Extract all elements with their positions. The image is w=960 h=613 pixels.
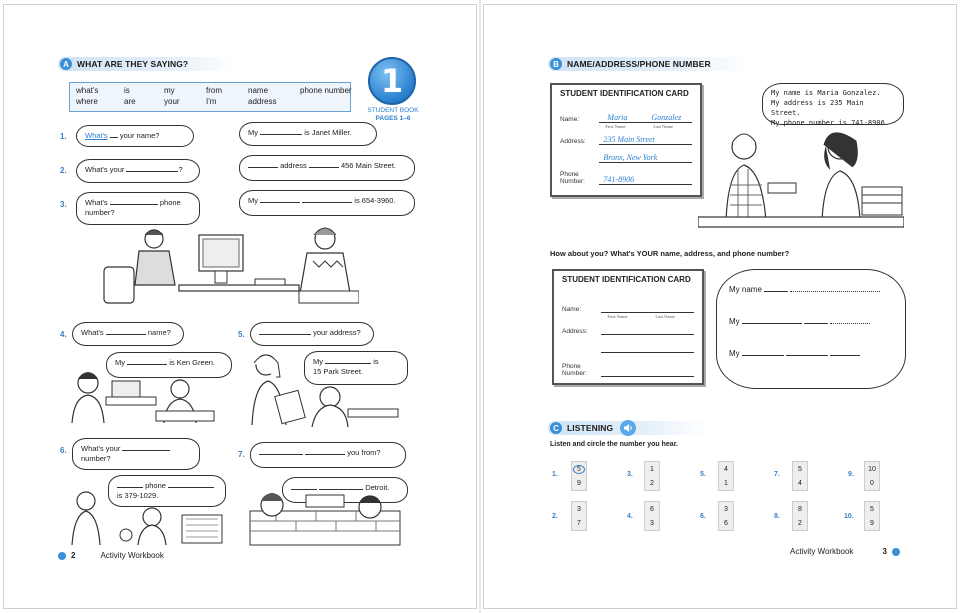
speech-line: My phone number is 741-8906.	[771, 119, 890, 127]
page-dot-icon	[892, 548, 900, 556]
bubble-row	[729, 284, 893, 316]
listening-item-number: 4.	[627, 513, 633, 520]
bubble-text: My	[729, 317, 740, 326]
listening-choice-box	[571, 501, 587, 531]
answer-blank[interactable]	[830, 316, 870, 324]
bubble-text: Detroit.	[365, 483, 390, 492]
listening-choice-box	[644, 501, 660, 531]
id-card-title: STUDENT IDENTIFICATION CARD	[562, 275, 691, 284]
id-name-row	[562, 289, 694, 319]
address-line	[599, 135, 692, 145]
blank-id-card	[552, 269, 704, 385]
name-line	[599, 113, 692, 129]
word: from	[206, 86, 222, 95]
page-gutter	[479, 0, 481, 613]
listening-item-number: 1.	[552, 471, 558, 478]
section-title: NAME/ADDRESS/PHONE NUMBER	[567, 59, 711, 69]
speech-line: My address is 235 Main Street.	[771, 99, 864, 117]
section-title: LISTENING	[567, 423, 614, 433]
id-name-row	[560, 103, 692, 129]
address-input-line-2[interactable]	[601, 343, 694, 353]
speech-bubble	[76, 125, 194, 147]
speech-bubble	[72, 438, 200, 470]
listening-choice-box	[864, 461, 880, 491]
bubble-text: address	[280, 161, 307, 170]
unit-label-line1: STUDENT BOOK	[367, 107, 419, 114]
unit-number: 1	[380, 62, 404, 100]
listening-choice-box	[792, 461, 808, 491]
office-scene-illustration	[99, 227, 359, 307]
listening-choice-box	[792, 501, 808, 531]
answer-blank[interactable]	[742, 316, 802, 324]
footer-title: Activity Workbook	[100, 551, 164, 560]
first-name-caption: First Name	[605, 124, 626, 129]
unit-badge	[368, 57, 416, 105]
listening-instruction: Listen and circle the number you hear.	[550, 441, 678, 448]
listening-item-number: 7.	[774, 471, 780, 478]
name-label: Name:	[562, 306, 582, 313]
phone-label: Phone Number:	[562, 363, 587, 377]
address-value-2: Bronx, New York	[603, 153, 658, 162]
bubble-text: My	[248, 196, 258, 205]
bubble-text: What's your	[81, 444, 121, 453]
choice-option[interactable]: 2	[798, 519, 802, 527]
answer-blank[interactable]	[742, 348, 784, 356]
speech-bubble	[239, 155, 415, 181]
word: I'm	[206, 97, 217, 106]
listening-choice-box	[571, 461, 587, 491]
address-label: Address:	[560, 138, 586, 145]
bubble-text: number?	[81, 454, 111, 463]
choice-option[interactable]: 3	[724, 505, 728, 513]
section-letter: B	[550, 58, 562, 70]
right-page	[483, 4, 957, 609]
item-number: 4.	[60, 330, 67, 339]
answer-blank[interactable]	[319, 482, 363, 490]
right-footer	[790, 547, 900, 556]
phone-input-line[interactable]	[601, 367, 694, 377]
bubble-text: is 379-1029.	[117, 491, 159, 500]
word: your	[164, 97, 180, 106]
answer-blank[interactable]	[260, 127, 302, 135]
bubble-text: is	[373, 357, 379, 366]
word: where	[76, 97, 98, 106]
answer-blank[interactable]	[168, 480, 214, 488]
page-number: 3	[882, 547, 887, 556]
computer-lab-illustration	[68, 367, 218, 425]
bubble-text: ?	[178, 165, 183, 174]
address-line-2	[599, 153, 692, 163]
word-box	[69, 82, 351, 112]
section-letter: A	[60, 58, 72, 70]
soccer-scene-illustration	[68, 491, 228, 547]
item-number: 5.	[238, 330, 245, 339]
bubble-text: What's	[81, 328, 104, 337]
choice-option[interactable]: 4	[724, 465, 728, 473]
bubble-text: 15 Park Street.	[313, 367, 364, 376]
answer-blank[interactable]	[122, 443, 170, 451]
choice-option[interactable]: 2	[650, 479, 654, 487]
choice-option[interactable]: 10	[868, 465, 876, 473]
word: name	[248, 86, 269, 95]
bubble-text: number?	[85, 208, 115, 217]
answer-blank[interactable]	[127, 357, 167, 365]
id-phone-row	[560, 163, 692, 185]
bubble-text: your name?	[119, 131, 160, 140]
bubble-text: you from?	[347, 448, 381, 457]
listening-item-number: 2.	[552, 513, 558, 520]
brick-wall-scene-illustration	[246, 491, 408, 547]
answer-blank[interactable]	[830, 348, 860, 356]
bubble-text: phone	[159, 198, 181, 207]
choice-option[interactable]: 8	[798, 505, 802, 513]
bubble-text: your address?	[313, 328, 361, 337]
choice-option[interactable]: 5	[798, 465, 802, 473]
id-address-row	[560, 125, 692, 145]
left-page	[3, 4, 477, 609]
answer-blank[interactable]	[259, 327, 311, 335]
answer-blank[interactable]	[259, 447, 303, 455]
listening-item-number: 5.	[700, 471, 706, 478]
bubble-text: 456 Main Street.	[340, 161, 396, 170]
choice-option[interactable]: 6	[724, 519, 728, 527]
bubble-text: is Janet Miller.	[304, 128, 352, 137]
choice-option[interactable]: 1	[724, 479, 728, 487]
answer-blank[interactable]	[110, 130, 118, 138]
speech-bubble	[76, 159, 200, 183]
id-address-row	[562, 313, 694, 335]
bubble-row	[729, 316, 893, 348]
id-address-row-2	[562, 335, 694, 353]
choice-option[interactable]: 6	[650, 505, 654, 513]
choice-option[interactable]: 9	[577, 480, 581, 487]
last-name-value: Gonzalez	[651, 113, 682, 122]
section-b-header	[548, 57, 748, 71]
answer-blank[interactable]	[764, 284, 788, 292]
choice-option[interactable]: 0	[870, 479, 874, 487]
answer-blank[interactable]	[110, 197, 158, 205]
speech-bubble	[72, 322, 184, 346]
phone-line	[599, 175, 692, 185]
choice-option[interactable]: 1	[650, 465, 654, 473]
speech-bubble	[239, 122, 377, 146]
id-phone-row	[562, 353, 694, 377]
answer-blank[interactable]	[305, 447, 345, 455]
speech-bubble	[76, 192, 200, 225]
answer-blank[interactable]	[786, 348, 828, 356]
answer-blank[interactable]	[804, 316, 828, 324]
example-id-card	[550, 83, 702, 197]
address-input-line[interactable]	[601, 325, 694, 335]
answer-blank[interactable]	[117, 480, 143, 488]
choice-option[interactable]: 3	[650, 519, 654, 527]
audio-speaker-icon[interactable]	[620, 420, 636, 436]
listening-item-number: 6.	[700, 513, 706, 520]
page-dot-icon	[58, 552, 66, 560]
listening-item-number: 3.	[627, 471, 633, 478]
bubble-text: My name	[729, 285, 762, 294]
footer-title: Activity Workbook	[790, 547, 854, 556]
answer-blank[interactable]	[309, 160, 339, 168]
id-address-row-2	[560, 145, 692, 163]
bubble-text: What's	[85, 198, 108, 207]
choice-option[interactable]: 4	[798, 479, 802, 487]
speech-bubble	[250, 322, 374, 346]
listening-choice-box	[644, 461, 660, 491]
phone-label: Phone Number:	[560, 171, 585, 185]
phone-value: 741-8906	[603, 175, 635, 184]
last-name-caption: Last Name	[653, 124, 674, 129]
item-number: 2.	[60, 166, 67, 175]
answer-blank[interactable]	[790, 284, 880, 292]
section-title: WHAT ARE THEY SAYING?	[77, 59, 189, 69]
bubble-text: My	[313, 357, 323, 366]
word: address	[248, 97, 277, 106]
bubble-text: My	[248, 128, 258, 137]
personal-question: How about you? What's YOUR name, address, and phone number?	[550, 249, 790, 258]
word: phone number	[300, 86, 352, 95]
word: are	[124, 97, 136, 106]
item-number: 6.	[60, 446, 67, 455]
your-speech-bubble	[716, 269, 906, 389]
page-number: 2	[71, 551, 76, 560]
item-number: 1.	[60, 132, 67, 141]
speech-bubble	[239, 190, 415, 216]
circled-choice[interactable]: 5	[573, 465, 585, 474]
answer-blank[interactable]	[106, 327, 146, 335]
item-number: 7.	[238, 450, 245, 459]
word: is	[124, 86, 130, 95]
answer-blank[interactable]	[260, 195, 300, 203]
id-card-title: STUDENT IDENTIFICATION CARD	[560, 89, 689, 98]
listening-item-number: 9.	[848, 471, 854, 478]
answer-text: What's	[85, 131, 108, 140]
answer-blank[interactable]	[248, 160, 278, 168]
left-footer	[58, 551, 164, 560]
clipboard-scene-illustration	[248, 353, 408, 427]
section-a-header	[58, 57, 238, 71]
listening-item-number: 8.	[774, 513, 780, 520]
listening-choice-box	[718, 461, 734, 491]
choice-option[interactable]: 9	[870, 519, 874, 527]
item-number: 3.	[60, 200, 67, 209]
listening-choice-box	[718, 501, 734, 531]
choice-option[interactable]: 3	[577, 505, 581, 513]
address-value-1: 235 Main Street	[603, 135, 655, 144]
bubble-text: My	[729, 349, 740, 358]
bubble-text: is Ken Green.	[169, 358, 216, 367]
bubble-text: name?	[147, 328, 171, 337]
listening-choice-box	[864, 501, 880, 531]
section-letter: C	[550, 422, 562, 434]
registration-desk-illustration	[698, 125, 904, 233]
bubble-text: is 654-3960.	[354, 196, 396, 205]
first-name-caption: First Name	[607, 314, 628, 319]
answer-blank[interactable]	[291, 482, 317, 490]
speech-bubble	[250, 442, 406, 468]
answer-blank[interactable]	[302, 195, 352, 203]
unit-label-line2: PAGES 1–6	[375, 115, 411, 122]
bubble-row	[729, 348, 893, 359]
word: what's	[76, 86, 99, 95]
name-label: Name:	[560, 116, 580, 123]
answer-blank[interactable]	[126, 164, 178, 172]
name-input-line[interactable]	[601, 303, 694, 319]
maria-speech-bubble	[762, 83, 904, 125]
last-name-caption: Last Name	[655, 314, 676, 319]
first-name-value: Maria	[607, 113, 628, 122]
address-label: Address:	[562, 328, 588, 335]
choice-option[interactable]: 5	[870, 505, 874, 513]
bubble-text: What's your	[85, 165, 125, 174]
bubble-text: My	[115, 358, 125, 367]
choice-option[interactable]: 7	[577, 519, 581, 527]
speech-line: My name is Maria Gonzalez.	[771, 89, 881, 97]
word: my	[164, 86, 175, 95]
bubble-text: phone	[145, 481, 166, 490]
listening-item-number: 10.	[844, 513, 854, 520]
unit-pages-label	[358, 107, 428, 123]
